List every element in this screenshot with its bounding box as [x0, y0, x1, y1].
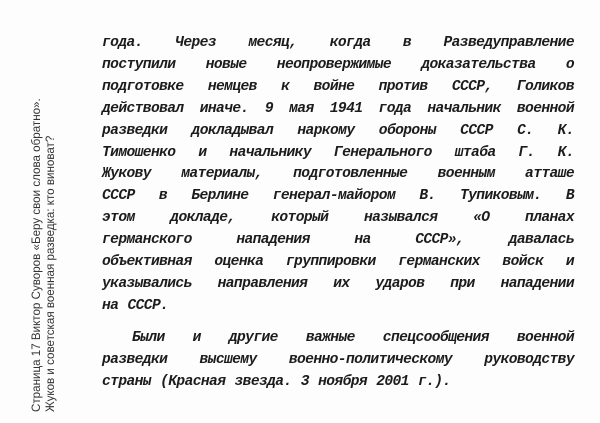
text-line: этом докладе, который назывался «О планах — [102, 210, 574, 227]
text-line: Были и другие важные спецсообщения военной — [132, 329, 574, 346]
text-line: указывались направления их ударов при нападении — [102, 275, 574, 292]
running-header — [30, 12, 58, 412]
text-line: Жукову материалы, подготовленные военным атташе — [102, 166, 574, 183]
header-line-1: Страница 17 Виктор Суворов «Беру свои слова обратно». — [30, 98, 43, 412]
paragraph-2 — [102, 328, 574, 394]
text-line: объективная оценка группировки германских войск и — [102, 254, 574, 271]
text-line: Тимошенко и начальнику Генерального штаба Г. К. — [102, 144, 574, 161]
text-line: года. Через месяц, когда в Разведуправление — [102, 35, 574, 51]
text-line: разведки докладывал наркому обороны СССР С. К. — [102, 122, 574, 139]
body-text — [102, 33, 574, 394]
paragraph-1 — [102, 33, 574, 318]
text-line: на СССР. — [102, 297, 169, 314]
text-line: СССР в Берлине генерал-майором В. Тупиковым. В — [102, 188, 574, 205]
header-line-2: Жуков и советская военная разведка: кто виноват? — [44, 135, 57, 412]
text-line: подготовке немцев к войне против СССР, Голиков — [102, 78, 574, 95]
text-line: германского нападения на СССР», давалась — [102, 232, 574, 249]
text-line: страны (Красная звезда. 3 ноября 2001 г.). — [102, 373, 451, 390]
text-line: действовал иначе. 9 мая 1941 года начальник военной — [102, 100, 574, 117]
text-line: поступили новые неопровержимые доказательства о — [102, 56, 574, 73]
text-line: разведки высшему военно-политическому руководству — [102, 351, 574, 368]
